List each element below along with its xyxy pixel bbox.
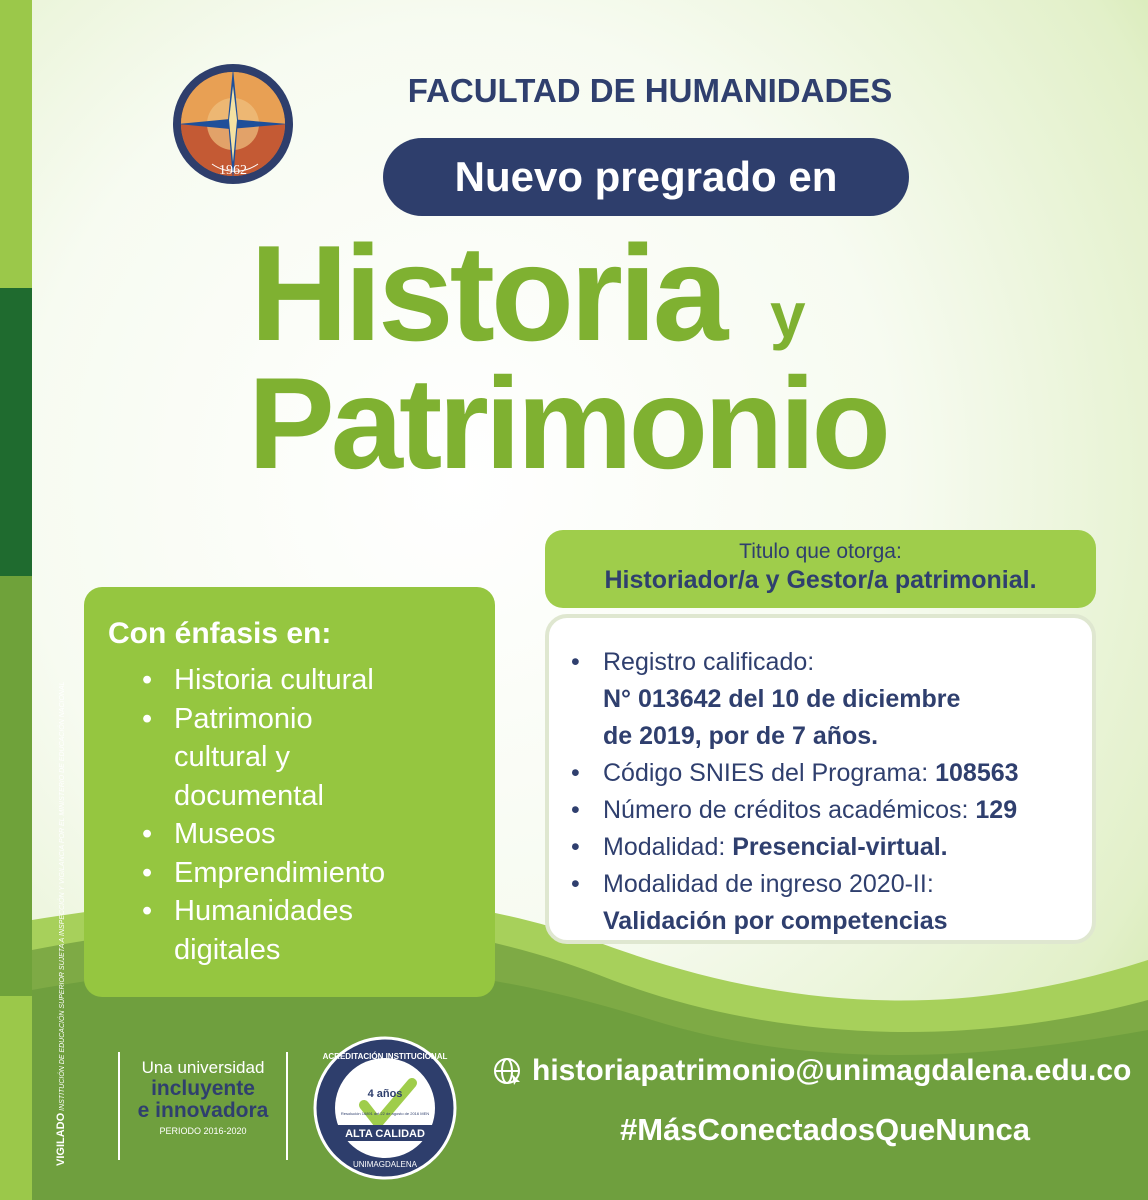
faculty-heading: FACULTAD DE HUMANIDADES <box>407 72 893 109</box>
program-info-box <box>545 614 1096 944</box>
seal-bottom: UNIMAGDALENA <box>352 1160 418 1169</box>
program-title-line2: Patrimonio <box>248 350 887 496</box>
logo-year: 1962 <box>219 163 247 178</box>
info-item-registro <box>571 644 1092 755</box>
seal-band: ALTA CALIDAD <box>345 1128 425 1140</box>
emphasis-box <box>84 587 495 997</box>
globe-icon <box>492 1056 522 1086</box>
badge-line2: incluyente <box>151 1077 255 1100</box>
ingreso-label: Modalidad de ingreso 2020-II: <box>603 870 934 898</box>
info-item-creditos <box>571 792 1092 829</box>
vigilado-text: INSTITUCIÓN DE EDUCACIÓN SUPERIOR SUJETA A INSPECCIÓN Y VIGILANCIA POR EL MINISTERIO DE EDUCACIÓN NACIONAL <box>59 681 66 1111</box>
seal-years: 4 años <box>367 1088 403 1100</box>
email-contact[interactable] <box>492 1054 1131 1088</box>
registro-value-line2: de 2019, por de 7 años. <box>603 722 879 750</box>
left-bar-mid-segment <box>0 576 32 996</box>
info-item-ingreso <box>571 866 1092 940</box>
program-intro-pill: Nuevo pregrado en <box>383 138 909 216</box>
university-logo <box>158 46 308 196</box>
snies-label: Código SNIES del Programa: <box>603 759 936 787</box>
degree-value: Historiador/a y Gestor/a patrimonial. <box>604 566 1037 594</box>
badge-period: PERIODO 2016-2020 <box>159 1126 247 1136</box>
left-color-bar <box>0 0 32 1200</box>
hashtag: #MásConectadosQueNunca <box>620 1112 1030 1147</box>
emphasis-item: • Historia cultural <box>142 661 495 700</box>
info-item-modalidad <box>571 829 1092 866</box>
ingreso-value: Validación por competencias <box>603 907 948 935</box>
info-item-snies <box>571 755 1092 792</box>
degree-box <box>545 530 1096 608</box>
creditos-label: Número de créditos académicos: <box>603 796 976 824</box>
emphasis-heading: Con énfasis en: <box>108 617 332 650</box>
left-bar-dark-segment <box>0 288 32 576</box>
vigilado-label: VIGILADO <box>55 1112 67 1166</box>
email-text[interactable]: historiapatrimonio@unimagdalena.edu.co <box>532 1054 1132 1087</box>
emphasis-item: • Museos <box>142 815 495 854</box>
emphasis-item: • Emprendimiento <box>142 854 495 893</box>
accreditation-seal <box>312 1035 458 1181</box>
degree-label: Titulo que otorga: <box>739 540 902 563</box>
registro-label: Registro calificado: <box>603 648 815 676</box>
modalidad-label: Modalidad: <box>603 833 733 861</box>
emphasis-item: • Patrimonio cultural y documental <box>142 700 344 816</box>
emphasis-item: • Humanidades digitales <box>142 892 394 969</box>
seal-resolution: Resolución 16891 del 22 de agosto de 2016 MEN <box>340 1111 430 1116</box>
program-title-line1: Historia <box>250 217 725 369</box>
inclusive-university-badge <box>118 1052 288 1160</box>
badge-line1: Una universidad <box>141 1058 265 1077</box>
registro-value-line1: N° 013642 del 10 de diciembre <box>603 685 961 713</box>
vigilado-legend <box>36 681 67 1170</box>
creditos-value: 129 <box>975 796 1018 824</box>
program-title-conjunction: y <box>770 279 806 351</box>
modalidad-value: Presencial-virtual. <box>732 833 948 861</box>
seal-top: ACREDITACIÓN INSTITUCIONAL <box>322 1052 448 1061</box>
badge-line3: e innovadora <box>137 1099 269 1122</box>
snies-value: 108563 <box>935 759 1019 787</box>
